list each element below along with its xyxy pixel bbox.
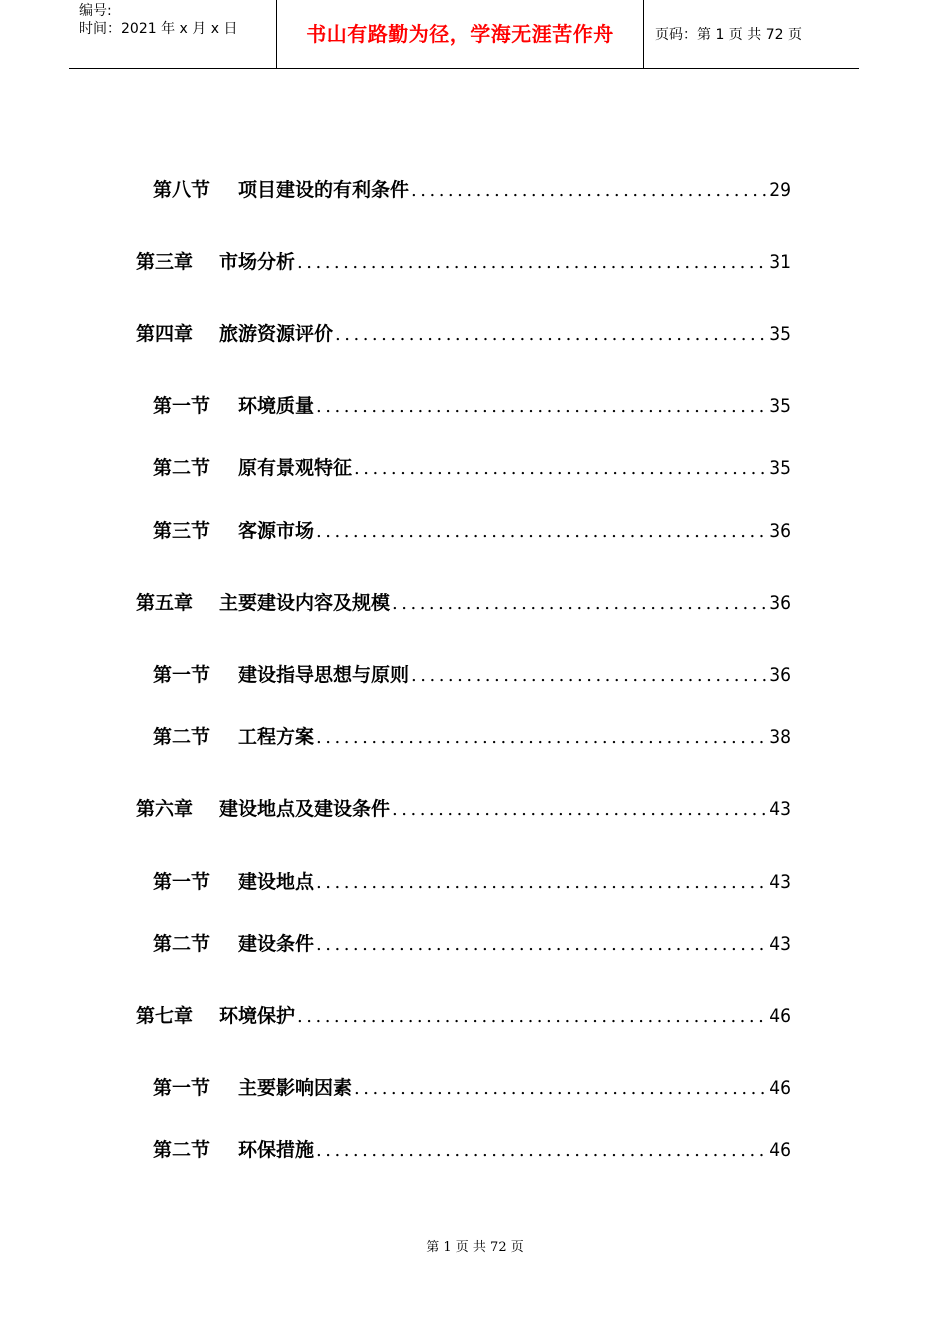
- toc-leader-dots: [316, 872, 767, 893]
- toc-entry-page: 36: [769, 664, 791, 686]
- toc-entry-label: 第三节: [153, 520, 211, 542]
- toc-leader-dots: [316, 396, 767, 417]
- toc-leader-dots: [354, 458, 767, 479]
- toc-entry-title: 原有景观特征: [238, 457, 353, 479]
- header-page-info: 页码：第 1 页 共 72 页: [655, 27, 802, 43]
- header-meta: [79, 2, 279, 38]
- toc-entry-label: 第三章: [136, 251, 194, 273]
- toc-entry-label: 第四章: [136, 323, 194, 345]
- toc-entry[interactable]: [153, 453, 791, 479]
- toc-entry-title: 环境质量: [238, 395, 315, 417]
- toc-entry-page: 43: [769, 871, 791, 893]
- toc-entry[interactable]: [136, 319, 791, 345]
- toc-leader-dots: [411, 665, 767, 686]
- toc-entry-label: 第一节: [153, 1077, 211, 1099]
- toc-entry-title: 客源市场: [238, 520, 315, 542]
- toc-entry-page: 43: [769, 798, 791, 820]
- toc-entry-page: 35: [769, 323, 791, 345]
- toc-entry-label: 第五章: [136, 592, 194, 614]
- header-motto: 书山有路勤为径，学海无涯苦作舟: [306, 22, 614, 46]
- toc-entry[interactable]: [136, 794, 791, 820]
- toc-entry-label: 第二节: [153, 457, 211, 479]
- toc-entry-page: 31: [769, 251, 791, 273]
- toc-leader-dots: [316, 727, 767, 748]
- toc-entry[interactable]: [153, 516, 791, 542]
- toc-entry-page: 38: [769, 726, 791, 748]
- toc-entry-page: 46: [769, 1077, 791, 1099]
- toc-entry-title: 建设条件: [238, 933, 315, 955]
- toc-leader-dots: [335, 324, 767, 345]
- toc-entry-title: 环保措施: [238, 1139, 315, 1161]
- toc-entry[interactable]: [136, 588, 791, 614]
- toc-entry-label: 第二节: [153, 726, 211, 748]
- toc-entry-page: 36: [769, 520, 791, 542]
- header-divider-right: [643, 0, 644, 68]
- toc-entry-title: 建设地点及建设条件: [219, 798, 391, 820]
- toc-entry-label: 第七章: [136, 1005, 194, 1027]
- toc-entry-title: 建设指导思想与原则: [238, 664, 410, 686]
- toc-entry-label: 第一节: [153, 664, 211, 686]
- toc-leader-dots: [316, 1140, 767, 1161]
- toc-entry-label: 第二节: [153, 1139, 211, 1161]
- toc-leader-dots: [316, 934, 767, 955]
- toc-entry[interactable]: [136, 1001, 791, 1027]
- toc-entry-title: 建设地点: [238, 871, 315, 893]
- toc-entry-page: 46: [769, 1005, 791, 1027]
- toc-entry-title: 主要影响因素: [238, 1077, 353, 1099]
- toc-leader-dots: [392, 593, 767, 614]
- toc-entry-title: 环境保护: [219, 1005, 296, 1027]
- toc-leader-dots: [316, 521, 767, 542]
- toc-leader-dots: [411, 180, 767, 201]
- toc-entry[interactable]: [153, 929, 791, 955]
- toc-entry[interactable]: [153, 391, 791, 417]
- toc-entry[interactable]: [153, 1073, 791, 1099]
- toc-entry[interactable]: [153, 1135, 791, 1161]
- toc-entry[interactable]: [153, 175, 791, 201]
- toc-entry-title: 主要建设内容及规模: [219, 592, 391, 614]
- document-time: 时间：2021 年 x 月 x 日: [79, 21, 238, 37]
- toc-entry[interactable]: [153, 722, 791, 748]
- toc-entry-page: 36: [769, 592, 791, 614]
- toc-entry-label: 第六章: [136, 798, 194, 820]
- toc-entry-title: 项目建设的有利条件: [238, 179, 410, 201]
- toc-entry-label: 第二节: [153, 933, 211, 955]
- toc-leader-dots: [297, 1006, 767, 1027]
- toc-leader-dots: [297, 252, 767, 273]
- toc-entry-page: 46: [769, 1139, 791, 1161]
- toc-entry-label: 第一节: [153, 871, 211, 893]
- toc-entry[interactable]: [153, 867, 791, 893]
- page-header: [69, 0, 859, 69]
- toc-entry-page: 35: [769, 457, 791, 479]
- toc-entry-title: 市场分析: [219, 251, 296, 273]
- toc-entry-label: 第一节: [153, 395, 211, 417]
- toc-entry-page: 35: [769, 395, 791, 417]
- document-number: 编号:: [79, 3, 112, 19]
- toc-leader-dots: [354, 1078, 767, 1099]
- toc-leader-dots: [392, 799, 767, 820]
- toc-entry-page: 29: [769, 179, 791, 201]
- toc-entry[interactable]: [136, 247, 791, 273]
- toc-entry-page: 43: [769, 933, 791, 955]
- toc-entry-title: 旅游资源评价: [219, 323, 334, 345]
- toc-entry-label: 第八节: [153, 179, 211, 201]
- toc-entry-title: 工程方案: [238, 726, 315, 748]
- toc-entry[interactable]: [153, 660, 791, 686]
- page-footer: 第 1 页 共 72 页: [426, 1240, 524, 1255]
